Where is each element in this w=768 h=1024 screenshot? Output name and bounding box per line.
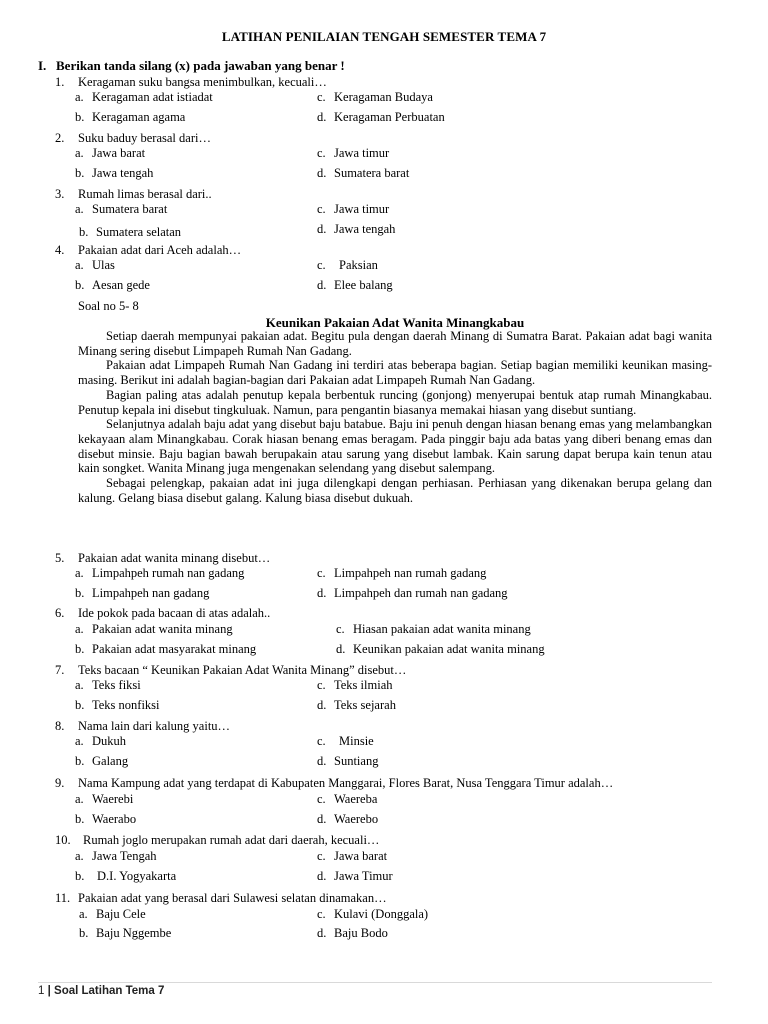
option-c: c. Teks ilmiah bbox=[317, 678, 393, 692]
question-10 bbox=[55, 833, 379, 848]
question-text: Pakaian adat yang berasal dari Sulawesi selatan dinamakan… bbox=[78, 891, 387, 905]
question-text: Keragaman suku bangsa menimbulkan, kecuali… bbox=[78, 75, 327, 89]
page-number: 1 bbox=[38, 985, 45, 997]
question-text: Pakaian adat wanita minang disebut… bbox=[78, 551, 271, 565]
question-text: Rumah joglo merupakan rumah adat dari daerah, kecuali… bbox=[83, 833, 380, 847]
option-b: b. Sumatera selatan bbox=[79, 225, 182, 239]
question-number: 1. bbox=[55, 75, 65, 89]
option-a: a. Baju Cele bbox=[79, 907, 146, 921]
passage-paragraph: Sebagai pelengkap, pakaian adat ini juga dilengkapi dengan perhiasan. Perhiasan yang dikenakan berupa gelang dan kalung. Gelang biasa disebut galang. Kalung biasa disebut dukuah. bbox=[78, 476, 712, 505]
option-a: a. Dukuh bbox=[75, 734, 127, 748]
option-a: a. Teks fiksi bbox=[75, 678, 141, 692]
option-c: c. Jawa timur bbox=[317, 146, 390, 160]
question-text: Teks bacaan “ Keunikan Pakaian Adat Wanita Minang” disebut… bbox=[78, 663, 407, 677]
option-a: a. Ulas bbox=[75, 258, 115, 272]
question-text: Pakaian adat dari Aceh adalah… bbox=[78, 243, 242, 257]
passage-paragraph: Selanjutnya adalah baju adat yang disebut baju batabue. Baju ini penuh dengan hiasan benang emas yang melambangkan kekayaan alam Minangkabau. Corak hiasan benang emas beragam. Pada pinggir baju ada batas yang diberi benang emas dan disebut minsie. Baju bagian bawah berupakain atau sarung yang disebut lambak. Kain sarung dapat berupa kain tenun atau kain songket. Wanita Minang juga mengenakan selendang yang disebut salempang. bbox=[78, 417, 712, 476]
option-d: d. Elee balang bbox=[317, 278, 393, 292]
question-4 bbox=[55, 243, 241, 258]
option-c: c. Keragaman Budaya bbox=[317, 90, 433, 104]
question-3 bbox=[55, 187, 212, 202]
option-d: d. Suntiang bbox=[317, 754, 379, 768]
option-b: b. Aesan gede bbox=[75, 278, 150, 292]
option-a: a. Limpahpeh rumah nan gadang bbox=[75, 566, 245, 580]
instruction-text: Berikan tanda silang (x) pada jawaban yang benar ! bbox=[56, 58, 345, 73]
option-b: b. D.I. Yogyakarta bbox=[75, 869, 177, 883]
option-c: c. Kulavi (Donggala) bbox=[317, 907, 429, 921]
option-c: c. Limpahpeh nan rumah gadang bbox=[317, 566, 487, 580]
option-d: d. Teks sejarah bbox=[317, 698, 396, 712]
option-b: b. Teks nonfiksi bbox=[75, 698, 160, 712]
option-c: c. Jawa barat bbox=[317, 849, 388, 863]
question-number: 8. bbox=[55, 719, 65, 733]
option-b: b. Waerabo bbox=[75, 812, 137, 826]
passage-paragraph: Bagian paling atas adalah penutup kepala berbentuk runcing (gonjong) menyerupai bentuk atap rumah Minangkabau. Penutup kepala ini disebut tingkuluak. Namun, para pengantin biasanya memakai hiasan yang disebut suntiang. bbox=[78, 387, 712, 417]
passage-paragraph: Pakaian adat Limpapeh Rumah Nan Gadang ini terdiri atas beberapa bagian. Setiap bagian memiliki keunikan masing-masing. Berikut ini adalah bagian-bagian dari Pakaian adat Limpapeh Rumah Nan Gadang. bbox=[78, 358, 712, 388]
question-1 bbox=[55, 75, 327, 90]
footer-divider bbox=[38, 982, 712, 983]
option-c: c. Minsie bbox=[317, 734, 374, 748]
passage-title: Keunikan Pakaian Adat Wanita Minangkabau bbox=[265, 315, 525, 330]
question-number: 7. bbox=[55, 663, 65, 677]
question-8 bbox=[55, 719, 230, 734]
option-d: d. Limpahpeh dan rumah nan gadang bbox=[317, 586, 508, 600]
passage-note: Soal no 5- 8 bbox=[78, 299, 139, 313]
footer-label: Soal Latihan Tema 7 bbox=[54, 985, 165, 997]
question-2 bbox=[55, 131, 211, 146]
option-c: c. Hiasan pakaian adat wanita minang bbox=[336, 622, 531, 636]
instruction bbox=[38, 58, 345, 74]
option-b: b. Keragaman agama bbox=[75, 110, 186, 124]
question-number: 11. bbox=[55, 891, 71, 905]
option-d: d. Sumatera barat bbox=[317, 166, 410, 180]
question-6 bbox=[55, 606, 270, 621]
question-number: 6. bbox=[55, 606, 65, 620]
question-text: Nama Kampung adat yang terdapat di Kabupaten Manggarai, Flores Barat, Nusa Tenggara Timur adalah… bbox=[78, 776, 614, 790]
instruction-number: I. bbox=[38, 58, 47, 73]
question-number: 5. bbox=[55, 551, 65, 565]
option-d: d. Baju Bodo bbox=[317, 926, 388, 940]
question-number: 2. bbox=[55, 131, 65, 145]
option-d: d. Waerebo bbox=[317, 812, 379, 826]
option-c: c. Waereba bbox=[317, 792, 378, 806]
option-a: a. Jawa Tengah bbox=[75, 849, 157, 863]
option-b: b. Pakaian adat masyarakat minang bbox=[75, 642, 257, 656]
question-text: Nama lain dari kalung yaitu… bbox=[78, 719, 231, 733]
option-a: a. Sumatera barat bbox=[75, 202, 168, 216]
option-b: b. Limpahpeh nan gadang bbox=[75, 586, 210, 600]
passage-paragraph: Setiap daerah mempunyai pakaian adat. Begitu pula dengan daerah Minang di Sumatra Barat. Pakaian adat bagi wanita Minang sering disebut Limpapeh Rumah Nan Gadang. bbox=[78, 329, 712, 358]
question-5 bbox=[55, 551, 270, 566]
option-c: c. Jawa timur bbox=[317, 202, 390, 216]
question-number: 9. bbox=[55, 776, 65, 790]
page-footer bbox=[38, 985, 164, 997]
option-d: d. Keunikan pakaian adat wanita minang bbox=[336, 642, 545, 656]
option-d: d. Jawa tengah bbox=[317, 222, 396, 236]
option-d: d. Keragaman Perbuatan bbox=[317, 110, 445, 124]
option-a: a. Keragaman adat istiadat bbox=[75, 90, 213, 104]
question-text: Ide pokok pada bacaan di atas adalah.. bbox=[78, 606, 271, 620]
reading-passage bbox=[78, 329, 712, 505]
option-b: b. Baju Nggembe bbox=[79, 926, 172, 940]
option-b: b. Galang bbox=[75, 754, 129, 768]
question-number: 3. bbox=[55, 187, 65, 201]
option-b: b. Jawa tengah bbox=[75, 166, 154, 180]
option-a: a. Jawa barat bbox=[75, 146, 146, 160]
option-c: c. Paksian bbox=[317, 258, 378, 272]
question-number: 4. bbox=[55, 243, 65, 257]
option-d: d. Jawa Timur bbox=[317, 869, 393, 883]
question-9 bbox=[55, 776, 613, 791]
option-a: a. Waerebi bbox=[75, 792, 134, 806]
question-11 bbox=[55, 891, 387, 906]
page-title: LATIHAN PENILAIAN TENGAH SEMESTER TEMA 7 bbox=[221, 29, 547, 44]
question-text: Suku baduy berasal dari… bbox=[78, 131, 211, 145]
question-text: Rumah limas berasal dari.. bbox=[78, 187, 212, 201]
option-a: a. Pakaian adat wanita minang bbox=[75, 622, 233, 636]
question-7 bbox=[55, 663, 406, 678]
footer-separator: | bbox=[47, 985, 51, 997]
question-number: 10. bbox=[55, 833, 71, 847]
